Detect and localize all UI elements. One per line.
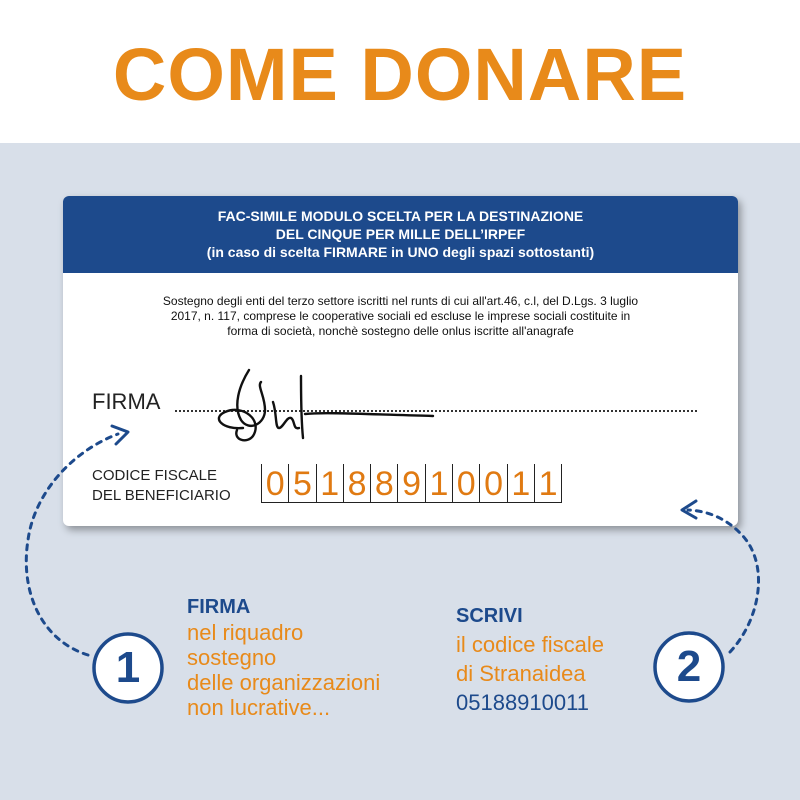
step1-line: sostegno — [187, 645, 277, 670]
step1-number: 1 — [115, 643, 141, 692]
codice-fiscale-label-line-2: DEL BENEFICIARIO — [92, 487, 231, 504]
step2-line: di Stranaidea — [456, 661, 586, 686]
form-header-line-2: DEL CINQUE PER MILLE DELL’IRPEF — [275, 226, 526, 242]
step2-code: 05188910011 — [456, 690, 589, 715]
form-header-line-1: FAC-SIMILE MODULO SCELTA PER LA DESTINAZIONE — [217, 208, 584, 224]
codice-digit: 5 — [289, 464, 316, 503]
step2-title: SCRIVI — [456, 605, 523, 627]
step1-line: delle organizzazioni — [187, 670, 381, 695]
step1-line: nel riquadro — [187, 620, 304, 645]
codice-digit: 1 — [317, 464, 344, 503]
step2-line: il codice fiscale — [456, 632, 604, 657]
step1-title: FIRMA — [187, 596, 251, 618]
codice-digit: 9 — [398, 464, 425, 503]
step1-arrow-icon — [26, 426, 128, 655]
codice-digit: 8 — [371, 464, 398, 503]
codice-digit: 1 — [426, 464, 453, 503]
form-header-line-3: (in caso di scelta FIRMARE in UNO degli spazi sottostanti) — [206, 244, 595, 260]
page-title: COME DONARE — [112, 33, 688, 116]
codice-digit: 1 — [508, 464, 535, 503]
codice-digit: 1 — [535, 464, 562, 503]
form-description-line-1: Sostegno degli enti del terzo settore iscritti nel runts di cui all'art.46, c.l, del D.Lgs. 3 luglio — [162, 294, 639, 308]
firma-label: FIRMA — [92, 389, 161, 414]
codice-fiscale-label-line-1: CODICE FISCALE — [92, 467, 218, 484]
codice-digit: 0 — [262, 464, 289, 503]
codice-digit: 8 — [344, 464, 371, 503]
step1-line: non lucrative... — [187, 695, 331, 720]
codice-digit: 0 — [480, 464, 507, 503]
step2-number: 2 — [676, 642, 702, 691]
form-description-line-2: 2017, n. 117, comprese le cooperative sociali ed escluse le imprese sociali costituite in — [170, 309, 631, 323]
codice-digit: 0 — [453, 464, 480, 503]
step2-arrow-icon — [682, 501, 759, 652]
form-description-line-3: forma di società, nonchè sostegno delle onlus iscritte all'anagrafe — [227, 324, 574, 338]
